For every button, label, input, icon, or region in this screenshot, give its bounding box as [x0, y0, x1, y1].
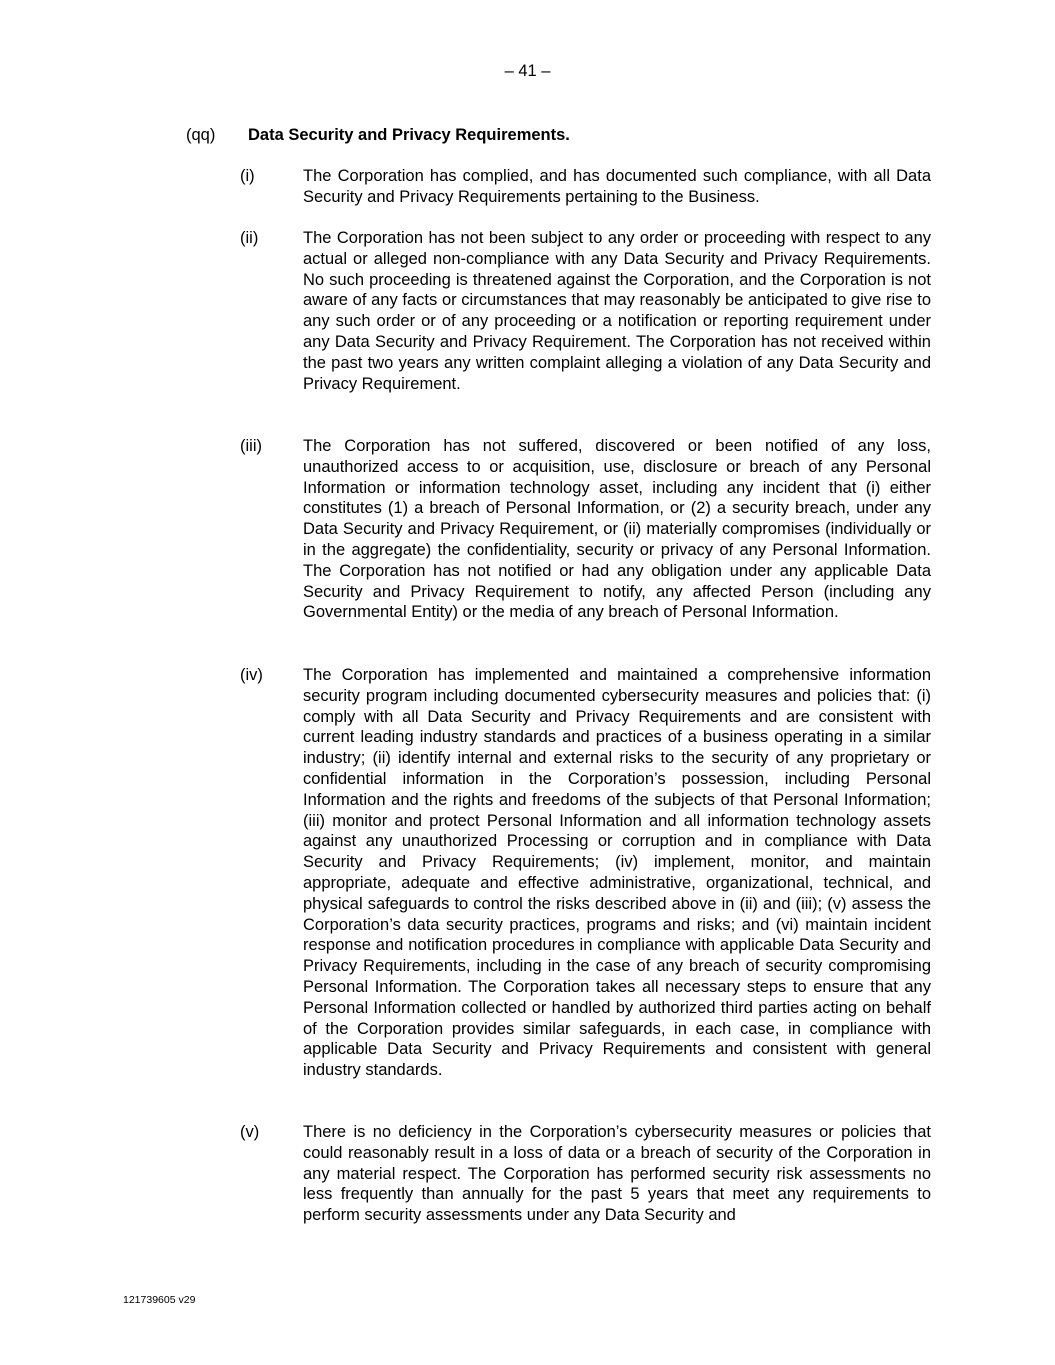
clause-number: (i) [240, 167, 255, 185]
document-id: 121739605 v29 [123, 1294, 196, 1306]
clause-text: The Corporation has implemented and maintained a comprehensive information security program including documented cybersecurity measures and policies that: (i) comply with all Data Security and Privacy Requirements and are consistent with current leading industry standards and practices of a business operating in a similar industry; (ii) identify internal and external risks to the security of any proprietary or confidential information in the Corporation’s possession, including Personal Information and the rights and freedoms of the subjects of that Personal Information; (iii) monitor and protect Personal Information and all information technology assets against any unauthorized Processing or corruption and in compliance with Data Security and Privacy Requirements; (iv) implement, monitor, and maintain appropriate, adequate and effective administrative, organizational, technical, and physical safeguards to control the risks described above in (ii) and (iii); (v) assess the Corporation’s data security practices, programs and risks; and (vi) maintain incident response and notification procedures in compliance with applicable Data Security and Privacy Requirements, including in the case of any breach of security compromising Personal Information. The Corporation takes all necessary steps to ensure that any Personal Information collected or handled by authorized third parties acting on behalf of the Corporation provides similar safeguards, in each case, in compliance with applicable Data Security and Privacy Requirements and consistent with general industry standards. [303, 666, 931, 1080]
clause-number: (ii) [240, 229, 259, 247]
clause-text: The Corporation has not suffered, discovered or been notified of any loss, unauthorized access to or acquisition, use, disclosure or breach of any Personal Information or information technology asset, including any incident that (i) either constitutes (1) a breach of Personal Information, or (2) a security breach, under any Data Security and Privacy Requirement, or (ii) materially compromises (individually or in the aggregate) the confidentiality, security or privacy of any Personal Information. The Corporation has not notified or had any obligation under any applicable Data Security and Privacy Requirement to notify, any affected Person (including any Governmental Entity) or the media of any breach of Personal Information. [303, 437, 931, 622]
clause-text: There is no deficiency in the Corporation’s cybersecurity measures or policies that could reasonably result in a loss of data or a breach of security of the Corporation in any material respect. The Corporation has performed security risk assessments no less frequently than annually for the past 5 years that meet any requirements to perform security assessments under any Data Security and [303, 1123, 931, 1225]
clause-number: (iv) [240, 666, 263, 684]
clause-text: The Corporation has not been subject to any order or proceeding with respect to any actual or alleged non-compliance with any Data Security and Privacy Requirements. No such proceeding is threatened against the Corporation, and the Corporation is not aware of any facts or circumstances that may reasonably be anticipated to give rise to any such order or of any proceeding or a notification or reporting requirement under any Data Security and Privacy Requirement. The Corporation has not received within the past two years any written complaint alleging a violation of any Data Security and Privacy Requirement. [303, 229, 931, 393]
clause-number: (iii) [240, 437, 262, 455]
clause-number: (v) [240, 1123, 260, 1141]
section-title: Data Security and Privacy Requirements. [248, 126, 570, 144]
page-number: – 41 – [504, 62, 551, 80]
clause-text: The Corporation has complied, and has documented such compliance, with all Data Security and Privacy Requirements pertaining to the Business. [303, 167, 931, 206]
section-label: (qq) [186, 126, 216, 144]
